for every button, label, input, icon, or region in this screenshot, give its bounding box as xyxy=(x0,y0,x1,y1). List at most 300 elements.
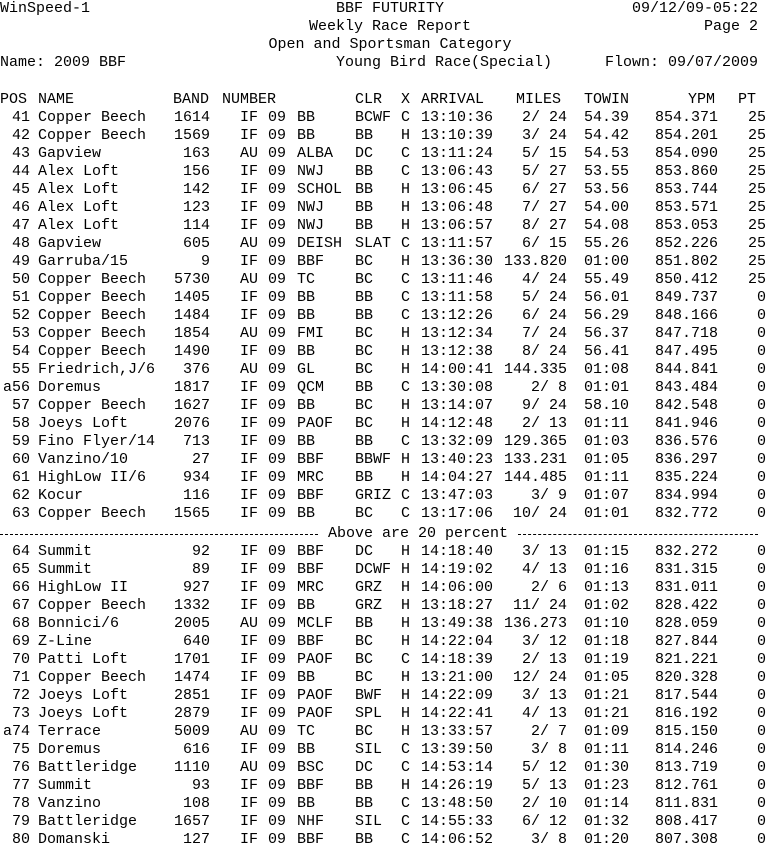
row-band-org: IF xyxy=(240,597,259,614)
row-band-club: ALBA xyxy=(297,145,334,162)
row-pos: a56 xyxy=(2,379,30,396)
category-title: Open and Sportsman Category xyxy=(268,36,512,53)
row-band: 640 xyxy=(182,633,210,650)
row-pos: 52 xyxy=(11,307,30,324)
row-miles: 4/ 24 xyxy=(521,271,567,288)
row-name: Summit xyxy=(38,561,93,578)
row-towin: 53.56 xyxy=(584,181,630,198)
row-band-year: 09 xyxy=(268,469,287,486)
table-row xyxy=(0,289,780,307)
row-color: BC xyxy=(355,633,374,650)
row-ypm: 808.417 xyxy=(654,813,718,830)
row-band-year: 09 xyxy=(268,561,287,578)
row-towin: 53.55 xyxy=(584,163,630,180)
row-band-year: 09 xyxy=(268,831,287,848)
row-band-club: BBF xyxy=(297,561,325,578)
row-pos: 75 xyxy=(11,741,30,758)
table-row xyxy=(0,235,780,253)
row-name: Copper Beech xyxy=(38,397,147,414)
row-points: 0 xyxy=(756,397,766,414)
row-arrival: 14:18:39 xyxy=(421,651,494,668)
separator-rule-left xyxy=(0,534,318,535)
row-pos: 79 xyxy=(11,813,30,830)
col-name: NAME xyxy=(38,91,75,108)
row-points: 0 xyxy=(756,469,766,486)
row-towin: 56.29 xyxy=(584,307,630,324)
row-towin: 54.39 xyxy=(584,109,630,126)
row-sex: C xyxy=(401,235,411,252)
row-name: Copper Beech xyxy=(38,325,147,342)
row-miles: 3/ 24 xyxy=(521,127,567,144)
row-band-year: 09 xyxy=(268,109,287,126)
row-band-org: IF xyxy=(240,451,259,468)
row-points: 0 xyxy=(756,579,766,596)
row-sex: C xyxy=(401,163,411,180)
row-name: Copper Beech xyxy=(38,343,147,360)
row-band: 116 xyxy=(182,487,210,504)
row-band-year: 09 xyxy=(268,705,287,722)
row-band-org: IF xyxy=(240,397,259,414)
row-arrival: 13:21:00 xyxy=(421,669,494,686)
row-color: GRZ xyxy=(355,579,383,596)
table-row xyxy=(0,777,780,795)
row-band-club: PAOF xyxy=(297,415,334,432)
table-row xyxy=(0,651,780,669)
row-sex: C xyxy=(401,505,411,522)
row-band-club: BB xyxy=(297,741,316,758)
row-band-year: 09 xyxy=(268,813,287,830)
row-band: 927 xyxy=(182,579,210,596)
row-band-year: 09 xyxy=(268,163,287,180)
row-band-org: IF xyxy=(240,343,259,360)
row-miles: 8/ 27 xyxy=(521,217,567,234)
row-color: GRZ xyxy=(355,597,383,614)
row-band-org: IF xyxy=(240,469,259,486)
row-pos: 60 xyxy=(11,451,30,468)
row-band: 127 xyxy=(182,831,210,848)
row-color: BC xyxy=(355,271,374,288)
row-band-club: BB xyxy=(297,433,316,450)
row-color: BB xyxy=(355,199,374,216)
row-color: BB xyxy=(355,379,374,396)
row-band-club: NWJ xyxy=(297,163,325,180)
row-name: Copper Beech xyxy=(38,127,147,144)
row-miles: 10/ 24 xyxy=(512,505,567,522)
table-row xyxy=(0,343,780,361)
row-sex: C xyxy=(401,379,411,396)
row-band-year: 09 xyxy=(268,289,287,306)
row-band-year: 09 xyxy=(268,307,287,324)
row-towin: 58.10 xyxy=(584,397,630,414)
row-band-club: DEISH xyxy=(297,235,343,252)
row-sex: H xyxy=(401,723,411,740)
row-band: 114 xyxy=(182,217,210,234)
table-row xyxy=(0,579,780,597)
row-color: DC xyxy=(355,759,374,776)
row-pos: 68 xyxy=(11,615,30,632)
row-miles: 3/ 13 xyxy=(521,543,567,560)
row-color: BC xyxy=(355,723,374,740)
row-ypm: 849.737 xyxy=(654,289,718,306)
row-band-club: BBF xyxy=(297,487,325,504)
col-miles: MILES xyxy=(516,91,562,108)
row-miles: 9/ 24 xyxy=(521,397,567,414)
row-ypm: 811.831 xyxy=(654,795,718,812)
row-band-club: PAOF xyxy=(297,687,334,704)
row-band: 27 xyxy=(191,451,210,468)
row-color: BC xyxy=(355,343,374,360)
table-row xyxy=(0,271,780,289)
row-color: BBWF xyxy=(355,451,392,468)
table-row xyxy=(0,597,780,615)
row-band-year: 09 xyxy=(268,361,287,378)
row-points: 0 xyxy=(756,379,766,396)
row-points: 0 xyxy=(756,325,766,342)
row-name: Doremus xyxy=(38,741,102,758)
row-band: 1405 xyxy=(173,289,210,306)
row-band: 934 xyxy=(182,469,210,486)
table-row xyxy=(0,813,780,831)
row-band: 142 xyxy=(182,181,210,198)
row-pos: 63 xyxy=(11,505,30,522)
row-ypm: 813.719 xyxy=(654,759,718,776)
row-band: 1817 xyxy=(173,379,210,396)
row-miles: 6/ 27 xyxy=(521,181,567,198)
table-row xyxy=(0,505,780,523)
col-pt: PT xyxy=(738,91,757,108)
row-towin: 01:21 xyxy=(584,705,630,722)
row-band: 713 xyxy=(182,433,210,450)
row-band: 163 xyxy=(182,145,210,162)
row-sex: H xyxy=(401,361,411,378)
row-towin: 01:32 xyxy=(584,813,630,830)
row-band-org: IF xyxy=(240,633,259,650)
row-arrival: 14:55:33 xyxy=(421,813,494,830)
table-row xyxy=(0,109,780,127)
row-arrival: 13:49:38 xyxy=(421,615,494,632)
row-sex: H xyxy=(401,217,411,234)
col-arrival: ARRIVAL xyxy=(421,91,485,108)
row-points: 0 xyxy=(756,487,766,504)
row-ypm: 831.315 xyxy=(654,561,718,578)
row-ypm: 812.761 xyxy=(654,777,718,794)
header-line-1 xyxy=(0,0,780,18)
row-points: 0 xyxy=(756,615,766,632)
race-name: Name: 2009 BBF xyxy=(0,54,127,71)
col-x: X xyxy=(401,91,411,108)
row-band-org: AU xyxy=(240,615,259,632)
row-miles: 3/ 13 xyxy=(521,687,567,704)
row-band-org: IF xyxy=(240,289,259,306)
row-points: 0 xyxy=(756,831,766,848)
row-color: BB xyxy=(355,777,374,794)
row-miles: 144.335 xyxy=(503,361,567,378)
row-sex: H xyxy=(401,127,411,144)
row-band-club: BB xyxy=(297,505,316,522)
row-towin: 55.26 xyxy=(584,235,630,252)
row-band-org: IF xyxy=(240,669,259,686)
row-band-year: 09 xyxy=(268,741,287,758)
row-ypm: 853.571 xyxy=(654,199,718,216)
row-arrival: 13:40:23 xyxy=(421,451,494,468)
col-ypm: YPM xyxy=(688,91,716,108)
row-band-club: FMI xyxy=(297,325,325,342)
row-name: Friedrich,J/6 xyxy=(38,361,156,378)
row-arrival: 13:48:50 xyxy=(421,795,494,812)
row-band-org: IF xyxy=(240,831,259,848)
table-row xyxy=(0,307,780,325)
row-pos: 42 xyxy=(11,127,30,144)
row-towin: 54.00 xyxy=(584,199,630,216)
row-ypm: 815.150 xyxy=(654,723,718,740)
table-row xyxy=(0,361,780,379)
row-band-year: 09 xyxy=(268,723,287,740)
row-color: BB xyxy=(355,217,374,234)
row-towin: 01:01 xyxy=(584,505,630,522)
row-band-org: IF xyxy=(240,379,259,396)
row-pos: 43 xyxy=(11,145,30,162)
row-color: BC xyxy=(355,253,374,270)
row-arrival: 13:10:39 xyxy=(421,127,494,144)
flown-date: Flown: 09/07/2009 xyxy=(604,54,758,71)
row-color: BB xyxy=(355,307,374,324)
row-band-club: QCM xyxy=(297,379,325,396)
row-arrival: 13:30:08 xyxy=(421,379,494,396)
row-band-club: BBF xyxy=(297,831,325,848)
row-ypm: 854.090 xyxy=(654,145,718,162)
row-towin: 01:13 xyxy=(584,579,630,596)
row-towin: 01:07 xyxy=(584,487,630,504)
row-miles: 2/ 8 xyxy=(530,379,567,396)
row-pos: 76 xyxy=(11,759,30,776)
row-name: Gapview xyxy=(38,145,102,162)
row-color: DC xyxy=(355,145,374,162)
row-miles: 133.231 xyxy=(503,451,567,468)
row-band-year: 09 xyxy=(268,235,287,252)
row-band: 2005 xyxy=(173,615,210,632)
row-miles: 2/ 13 xyxy=(521,415,567,432)
row-sex: H xyxy=(401,597,411,614)
row-miles: 4/ 13 xyxy=(521,561,567,578)
row-name: Summit xyxy=(38,777,93,794)
row-band-club: TC xyxy=(297,723,316,740)
row-band-year: 09 xyxy=(268,597,287,614)
row-pos: 55 xyxy=(11,361,30,378)
row-towin: 01:11 xyxy=(584,415,630,432)
row-arrival: 13:12:34 xyxy=(421,325,494,342)
row-color: BC xyxy=(355,669,374,686)
table-row xyxy=(0,199,780,217)
row-name: Copper Beech xyxy=(38,109,147,126)
row-points: 25 xyxy=(747,217,766,234)
row-pos: 67 xyxy=(11,597,30,614)
row-arrival: 13:33:57 xyxy=(421,723,494,740)
row-color: BC xyxy=(355,505,374,522)
col-number: NUMBER xyxy=(222,91,277,108)
row-miles: 5/ 12 xyxy=(521,759,567,776)
row-name: Battleridge xyxy=(38,759,138,776)
row-sex: H xyxy=(401,669,411,686)
row-band-year: 09 xyxy=(268,145,287,162)
row-pos: 66 xyxy=(11,579,30,596)
row-sex: H xyxy=(401,561,411,578)
row-ypm: 828.422 xyxy=(654,597,718,614)
table-row xyxy=(0,687,780,705)
row-band-org: IF xyxy=(240,127,259,144)
row-band-club: NWJ xyxy=(297,217,325,234)
row-towin: 01:19 xyxy=(584,651,630,668)
row-points: 25 xyxy=(747,199,766,216)
row-band-club: GL xyxy=(297,361,316,378)
row-miles: 2/ 7 xyxy=(530,723,567,740)
row-miles: 7/ 24 xyxy=(521,325,567,342)
row-arrival: 14:04:27 xyxy=(421,469,494,486)
row-color: DC xyxy=(355,543,374,560)
row-sex: H xyxy=(401,633,411,650)
row-band-year: 09 xyxy=(268,487,287,504)
row-band: 1474 xyxy=(173,669,210,686)
row-pos: 50 xyxy=(11,271,30,288)
row-color: BB xyxy=(355,469,374,486)
row-sex: H xyxy=(401,415,411,432)
row-color: BC xyxy=(355,361,374,378)
row-band-org: AU xyxy=(240,271,259,288)
row-band-club: BBF xyxy=(297,633,325,650)
row-name: Battleridge xyxy=(38,813,138,830)
row-pos: 78 xyxy=(11,795,30,812)
row-band-org: IF xyxy=(240,253,259,270)
row-sex: C xyxy=(401,289,411,306)
row-points: 25 xyxy=(747,181,766,198)
row-points: 25 xyxy=(747,253,766,270)
row-sex: H xyxy=(401,777,411,794)
row-towin: 01:05 xyxy=(584,669,630,686)
row-points: 0 xyxy=(756,687,766,704)
row-name: Domanski xyxy=(38,831,111,848)
row-band-year: 09 xyxy=(268,687,287,704)
row-towin: 01:11 xyxy=(584,469,630,486)
row-points: 0 xyxy=(756,795,766,812)
row-ypm: 834.994 xyxy=(654,487,718,504)
row-points: 0 xyxy=(756,543,766,560)
row-band-club: MRC xyxy=(297,469,325,486)
row-towin: 56.01 xyxy=(584,289,630,306)
row-band-club: BBF xyxy=(297,253,325,270)
table-row xyxy=(0,669,780,687)
report-datetime: 09/12/09-05:22 xyxy=(631,0,758,17)
row-band-year: 09 xyxy=(268,579,287,596)
row-color: BB xyxy=(355,127,374,144)
row-band: 2879 xyxy=(173,705,210,722)
row-pos: 62 xyxy=(11,487,30,504)
row-name: Copper Beech xyxy=(38,289,147,306)
table-row xyxy=(0,433,780,451)
row-miles: 136.273 xyxy=(503,615,567,632)
row-name: Terrace xyxy=(38,723,102,740)
row-band-club: NHF xyxy=(297,813,325,830)
row-pos: 48 xyxy=(11,235,30,252)
row-band-club: BB xyxy=(297,127,316,144)
row-name: HighLow II xyxy=(38,579,129,596)
row-band-org: IF xyxy=(240,795,259,812)
row-arrival: 14:19:02 xyxy=(421,561,494,578)
row-ypm: 842.548 xyxy=(654,397,718,414)
row-pos: 65 xyxy=(11,561,30,578)
row-band-org: IF xyxy=(240,687,259,704)
row-arrival: 13:18:27 xyxy=(421,597,494,614)
row-band-org: IF xyxy=(240,163,259,180)
race-title: Young Bird Race(Special) xyxy=(336,54,553,71)
row-band: 89 xyxy=(191,561,210,578)
row-miles: 3/ 8 xyxy=(530,741,567,758)
row-ypm: 836.576 xyxy=(654,433,718,450)
row-ypm: 836.297 xyxy=(654,451,718,468)
row-miles: 2/ 13 xyxy=(521,651,567,668)
row-sex: H xyxy=(401,253,411,270)
row-sex: H xyxy=(401,325,411,342)
row-name: Copper Beech xyxy=(38,505,147,522)
row-color: BC xyxy=(355,651,374,668)
header-line-4 xyxy=(0,54,780,72)
row-ypm: 841.946 xyxy=(654,415,718,432)
row-pos: 54 xyxy=(11,343,30,360)
row-color: BB xyxy=(355,795,374,812)
row-band-org: AU xyxy=(240,759,259,776)
row-pos: 58 xyxy=(11,415,30,432)
row-points: 0 xyxy=(756,813,766,830)
row-band-year: 09 xyxy=(268,415,287,432)
row-sex: H xyxy=(401,615,411,632)
row-name: Vanzino/10 xyxy=(38,451,129,468)
row-band-org: IF xyxy=(240,415,259,432)
table-row xyxy=(0,543,780,561)
row-name: Doremus xyxy=(38,379,102,396)
row-sex: H xyxy=(401,705,411,722)
row-color: BB xyxy=(355,181,374,198)
row-color: BC xyxy=(355,397,374,414)
row-ypm: 827.844 xyxy=(654,633,718,650)
row-points: 0 xyxy=(756,451,766,468)
row-miles: 7/ 27 xyxy=(521,199,567,216)
header-line-3 xyxy=(0,36,780,54)
row-ypm: 831.011 xyxy=(654,579,718,596)
table-row xyxy=(0,163,780,181)
row-band: 1484 xyxy=(173,307,210,324)
row-band-club: TC xyxy=(297,271,316,288)
row-band-org: IF xyxy=(240,705,259,722)
percent-separator xyxy=(0,525,780,543)
row-pos: 70 xyxy=(11,651,30,668)
row-sex: H xyxy=(401,343,411,360)
row-ypm: 853.860 xyxy=(654,163,718,180)
row-pos: 71 xyxy=(11,669,30,686)
report-title: Weekly Race Report xyxy=(308,18,472,35)
row-pos: 57 xyxy=(11,397,30,414)
row-name: Copper Beech xyxy=(38,669,147,686)
row-band-club: BBF xyxy=(297,777,325,794)
table-row xyxy=(0,181,780,199)
row-band-org: IF xyxy=(240,505,259,522)
row-band-year: 09 xyxy=(268,397,287,414)
row-points: 0 xyxy=(756,343,766,360)
row-name: Kocur xyxy=(38,487,84,504)
row-arrival: 14:00:41 xyxy=(421,361,494,378)
row-band-club: MCLF xyxy=(297,615,334,632)
page-number: Page 2 xyxy=(703,18,758,35)
row-band: 1701 xyxy=(173,651,210,668)
row-name: Alex Loft xyxy=(38,199,120,216)
row-band: 1569 xyxy=(173,127,210,144)
